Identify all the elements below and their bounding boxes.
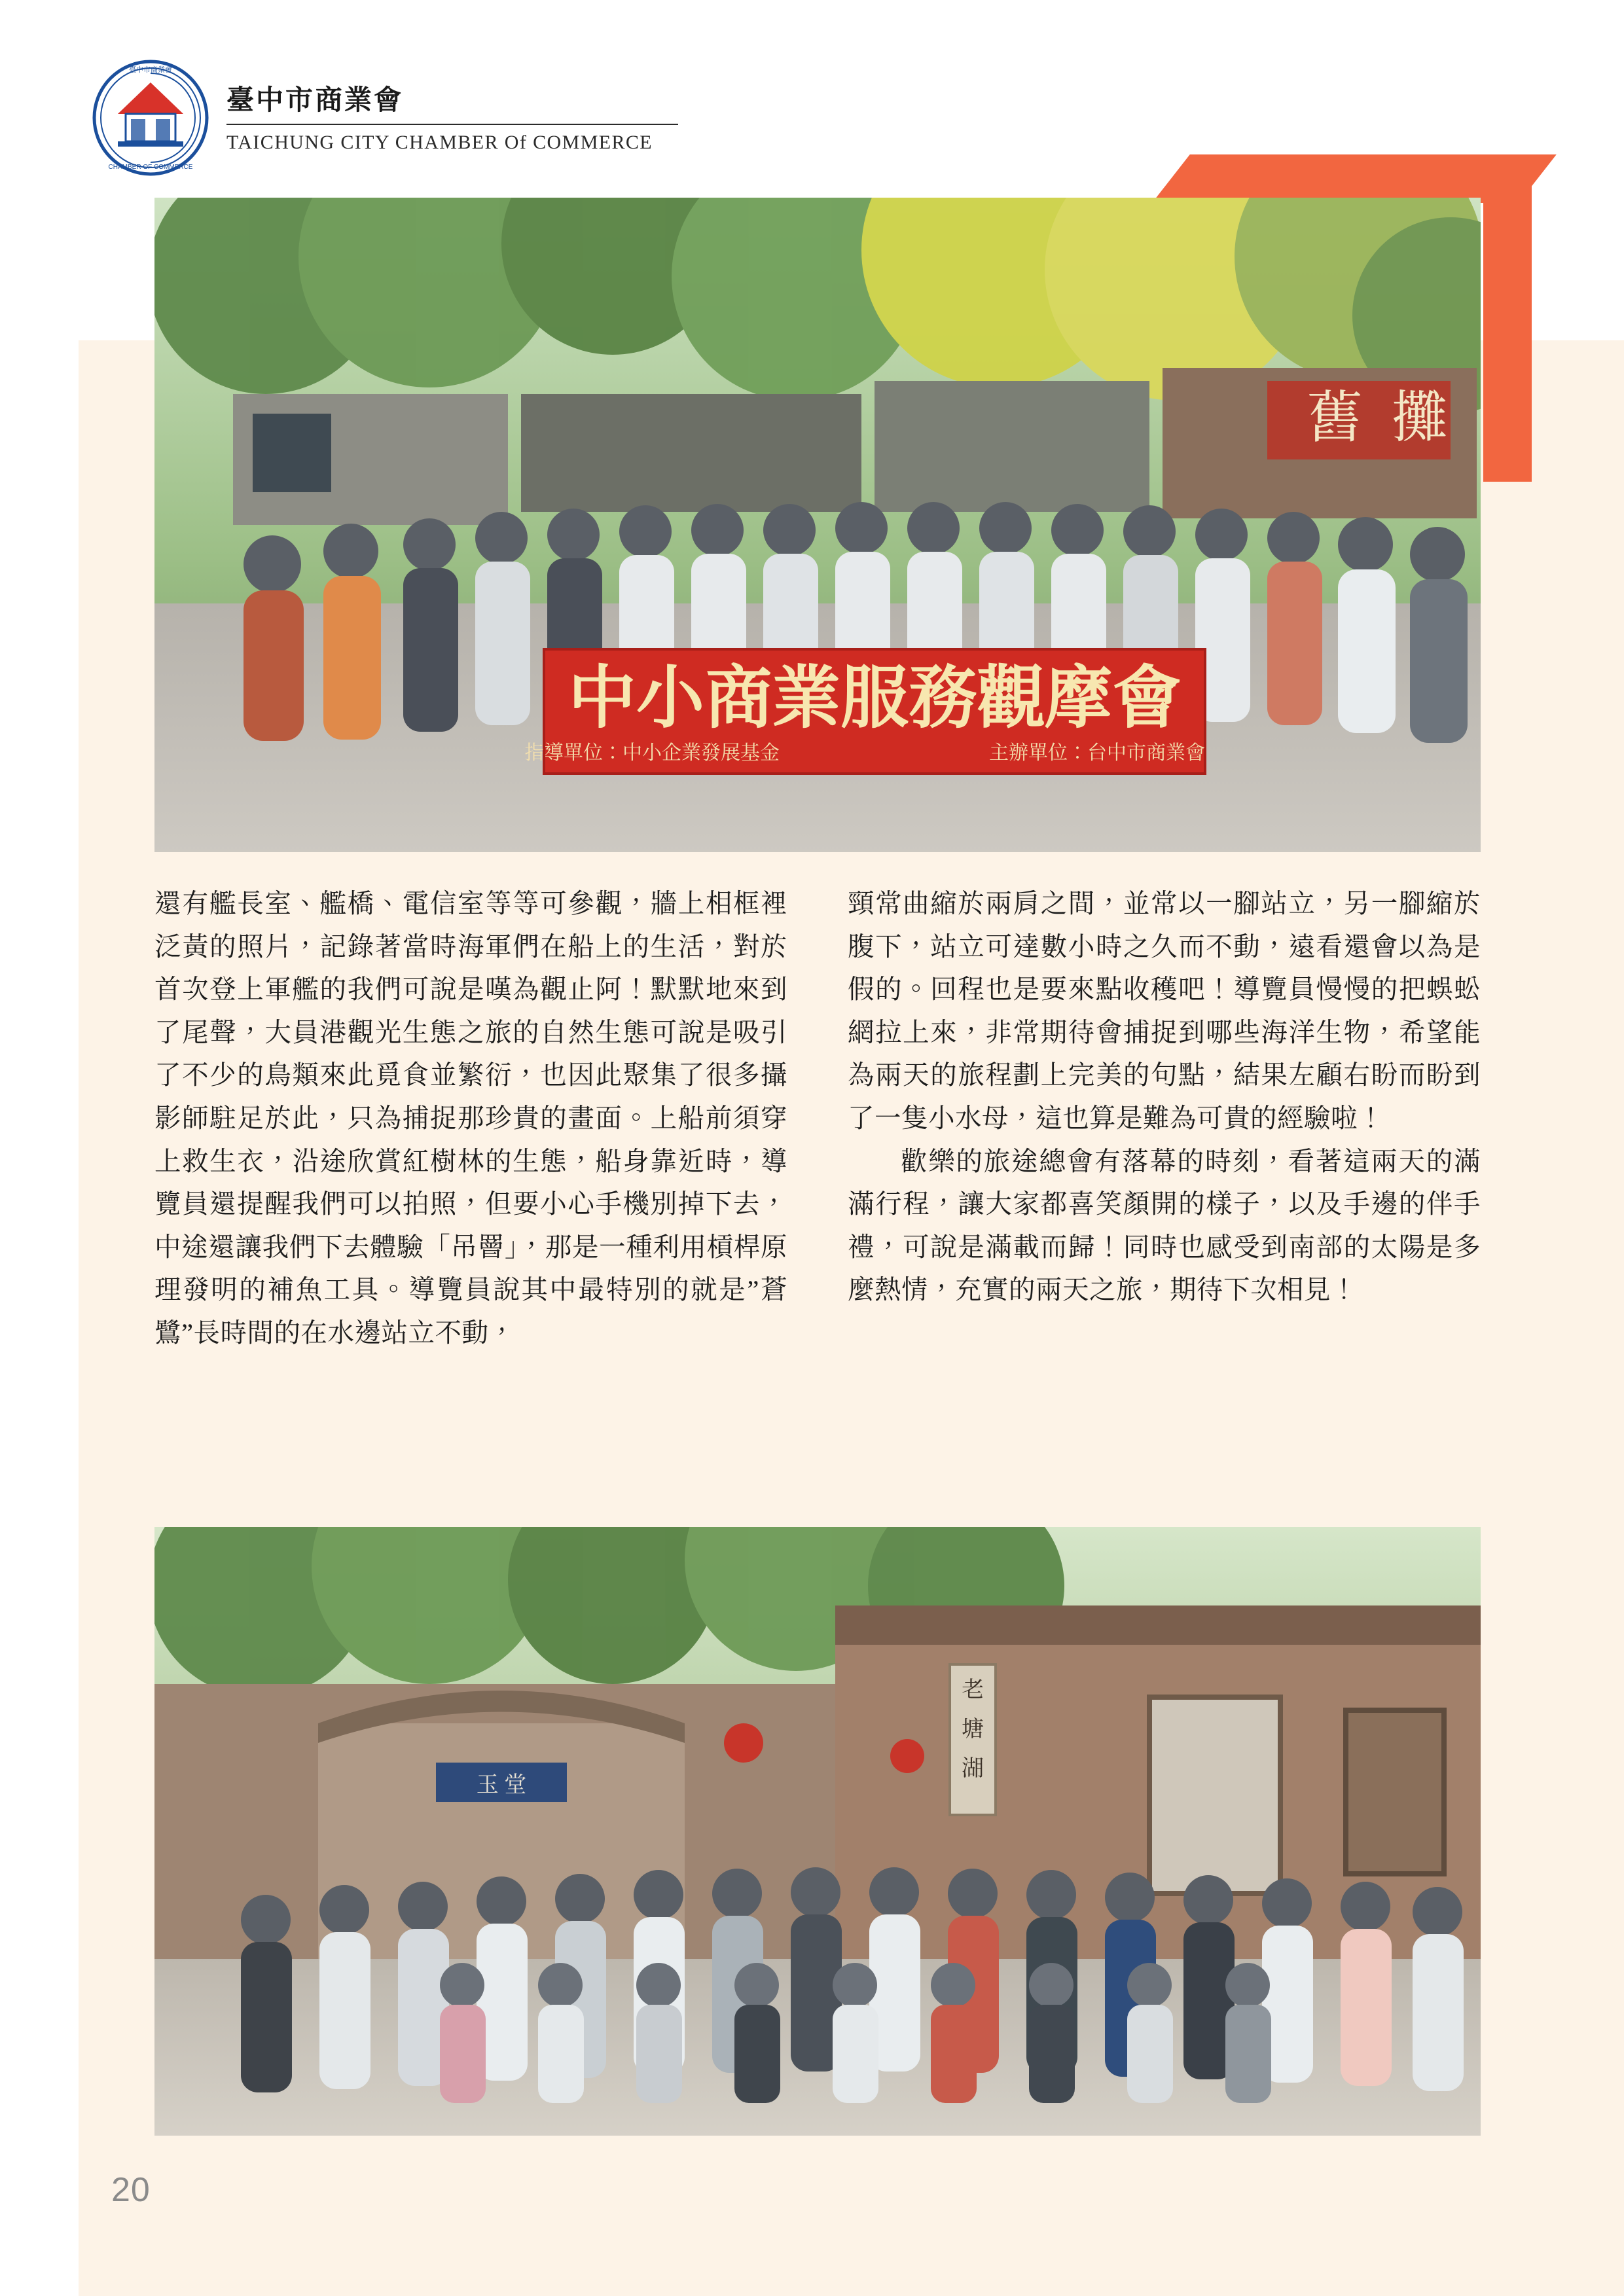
svg-text:玉 堂: 玉 堂: [476, 1773, 527, 1797]
svg-text:中小商業服務觀摩會: 中小商業服務觀摩會: [568, 661, 1182, 736]
svg-text:湖: 湖: [962, 1757, 984, 1781]
page-number: 20: [111, 2171, 151, 2209]
header-divider: [226, 124, 678, 125]
svg-text:老: 老: [962, 1678, 984, 1702]
left-margin-strip: [0, 340, 79, 2296]
svg-text:舊: 舊: [1307, 386, 1363, 449]
svg-text:指導單位：中小企業發展基金: 指導單位：中小企業發展基金: [524, 742, 780, 764]
article-column-left: [154, 882, 787, 1355]
document-header: [92, 59, 678, 177]
organization-name-block: [226, 82, 678, 154]
organization-name-zh: 臺中市商業會: [226, 85, 404, 116]
organization-name-en: TAICHUNG CITY CHAMBER Of COMMERCE: [226, 132, 653, 154]
svg-text:CHAMBER OF COMMERCE: CHAMBER OF COMMERCE: [108, 164, 193, 171]
photo-group-old-house: [154, 1527, 1481, 2136]
svg-text:塘: 塘: [962, 1717, 984, 1742]
paragraph: 歡樂的旅途總會有落幕的時刻，看著這兩天的滿滿行程，讓大家都喜笑顏開的樣子，以及手邊的伴手禮，可說是滿載而歸！同時也感受到南部的太陽是多麼熱情，充實的兩天之旅，期待下次相見！: [848, 1146, 1481, 1305]
svg-text:主辦單位：台中市商業會: 主辦單位：台中市商業會: [989, 742, 1205, 764]
paragraph: 頸常曲縮於兩肩之間，並常以一腳站立，另一腳縮於腹下，站立可達數小時之久而不動，遠看還會以為是假的。回程也是要來點收穫吧！導覽員慢慢的把蜈蚣網拉上來，非常期待會捕捉到哪些海洋生物，希望能為兩天的旅程劃上完美的句點，結果左顧右盼而盼到了一隻小水母，這也算是難為可貴的經驗啦！: [848, 889, 1481, 1134]
photo-group-with-banner: [154, 198, 1481, 852]
chamber-logo-icon: [92, 59, 209, 177]
paragraph: 還有艦長室、艦橋、電信室等等可參觀，牆上相框裡泛黃的照片，記錄著當時海軍們在船上的生活，對於首次登上軍艦的我們可說是嘆為觀止阿！默默地來到了尾聲，大員港觀光生態之旅的自然生態可說是吸引了不少的鳥類來此覓食並繁衍，也因此聚集了很多攝影師駐足於此，只為捕捉那珍貴的畫面。上船前須穿上救生衣，沿途欣賞紅樹林的生態，船身靠近時，導覽員還提醒我們可以拍照，但要小心手機別掉下去，中途還讓我們下去體驗「吊罾」，那是一種利用槓桿原理發明的補魚工具。導覽員說其中最特別的就是”蒼鷺”長時間的在水邊站立不動，: [154, 889, 787, 1348]
article-body: [154, 882, 1481, 1355]
svg-text:攤: 攤: [1392, 386, 1448, 449]
article-column-right: [848, 882, 1481, 1355]
svg-text:臺中市商業會: 臺中市商業會: [129, 66, 172, 74]
